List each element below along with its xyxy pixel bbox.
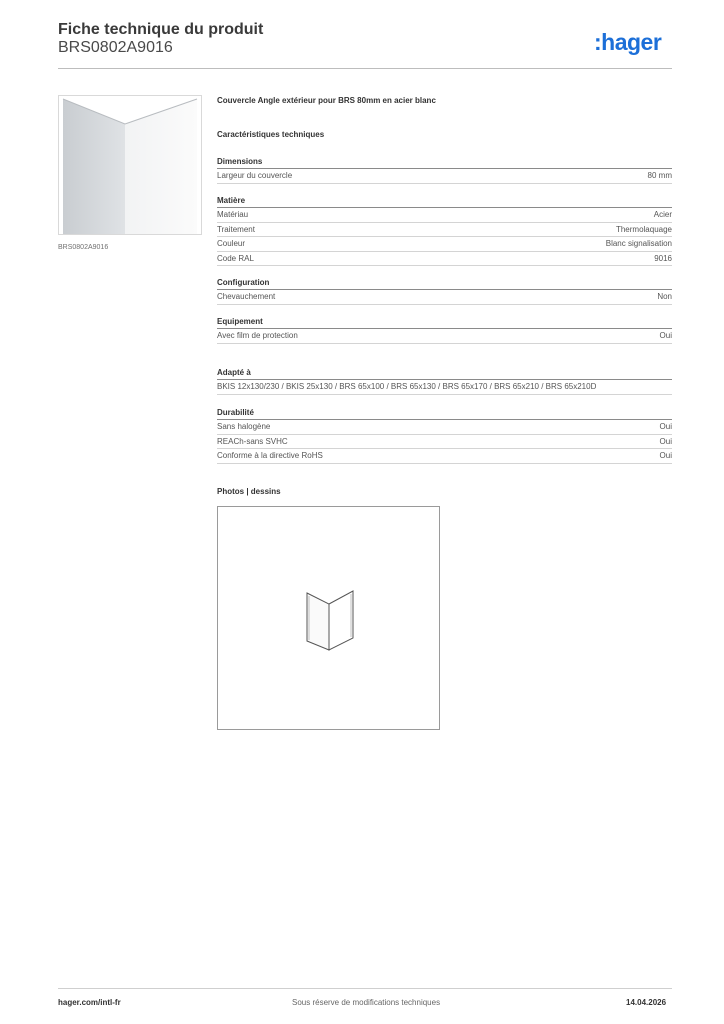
section-matiere [217, 195, 672, 266]
corner-cover-drawing [218, 507, 439, 729]
footer-website-link[interactable]: hager.com/intl-fr [58, 998, 121, 1007]
section-title: Matière [217, 195, 672, 208]
spec-label: Code RAL [217, 253, 254, 263]
spec-value: Acier [653, 210, 672, 219]
spec-row [217, 169, 672, 184]
hager-logo[interactable]: :hager [594, 29, 662, 55]
spec-row [217, 329, 672, 344]
product-code-heading: BRS0802A9016 [58, 39, 173, 56]
spec-label: Chevauchement [217, 292, 276, 301]
spec-label: Traitement [217, 224, 255, 234]
section-adapte [217, 367, 672, 395]
section-title: Durabilité [217, 407, 672, 420]
section-title: Adapté à [217, 367, 672, 380]
spec-label: Couleur [217, 239, 246, 248]
spec-value: Oui [659, 422, 672, 431]
spec-value: Thermolaquage [615, 224, 672, 234]
spec-value: 9016 [654, 253, 672, 263]
spec-value: 80 mm [647, 171, 672, 180]
product-description: Couvercle Angle extérieur pour BRS 80mm en acier blanc [217, 96, 436, 105]
spec-value: Oui [659, 451, 672, 460]
header-divider [58, 68, 672, 69]
spec-label: Largeur du couvercle [217, 171, 293, 180]
spec-label: Sans halogène [217, 422, 271, 431]
spec-label: Avec film de protection [217, 331, 298, 340]
section-title: Equipement [217, 316, 672, 329]
footer-notice: Sous réserve de modifications techniques [292, 998, 441, 1007]
footer-divider [58, 988, 672, 989]
spec-value: Blanc signalisation [605, 239, 672, 248]
spec-value: Oui [659, 331, 672, 340]
page-title: Fiche technique du produit [58, 21, 264, 38]
spec-row [217, 252, 672, 267]
section-title: Dimensions [217, 156, 672, 169]
characteristics-heading: Caractéristiques techniques [217, 130, 325, 139]
spec-row [217, 237, 672, 252]
section-title: Configuration [217, 277, 672, 290]
spec-row [217, 223, 672, 238]
spec-label: REACh-sans SVHC [217, 436, 288, 446]
spec-row [217, 449, 672, 464]
photos-heading: Photos | dessins [217, 487, 281, 496]
section-durabilite [217, 407, 672, 464]
compatible-products: BKIS 12x130/230 / BKIS 25x130 / BRS 65x100 / BRS 65x130 / BRS 65x170 / BRS 65x210 / BRS 65x210D [217, 380, 672, 395]
corner-cover-image [59, 96, 201, 234]
product-thumbnail[interactable] [58, 95, 202, 235]
section-dimensions [217, 156, 672, 184]
spec-row [217, 208, 672, 223]
spec-row [217, 435, 672, 450]
footer-date: 14.04.2026 [626, 998, 667, 1007]
spec-row [217, 420, 672, 435]
thumbnail-caption: BRS0802A9016 [58, 244, 109, 251]
spec-row [217, 290, 672, 305]
section-configuration [217, 277, 672, 305]
product-drawing[interactable] [217, 506, 440, 730]
section-equipement [217, 316, 672, 344]
spec-value: Oui [659, 436, 672, 446]
spec-label: Matériau [217, 210, 249, 219]
spec-label: Conforme à la directive RoHS [217, 451, 323, 460]
spec-value: Non [657, 292, 672, 301]
